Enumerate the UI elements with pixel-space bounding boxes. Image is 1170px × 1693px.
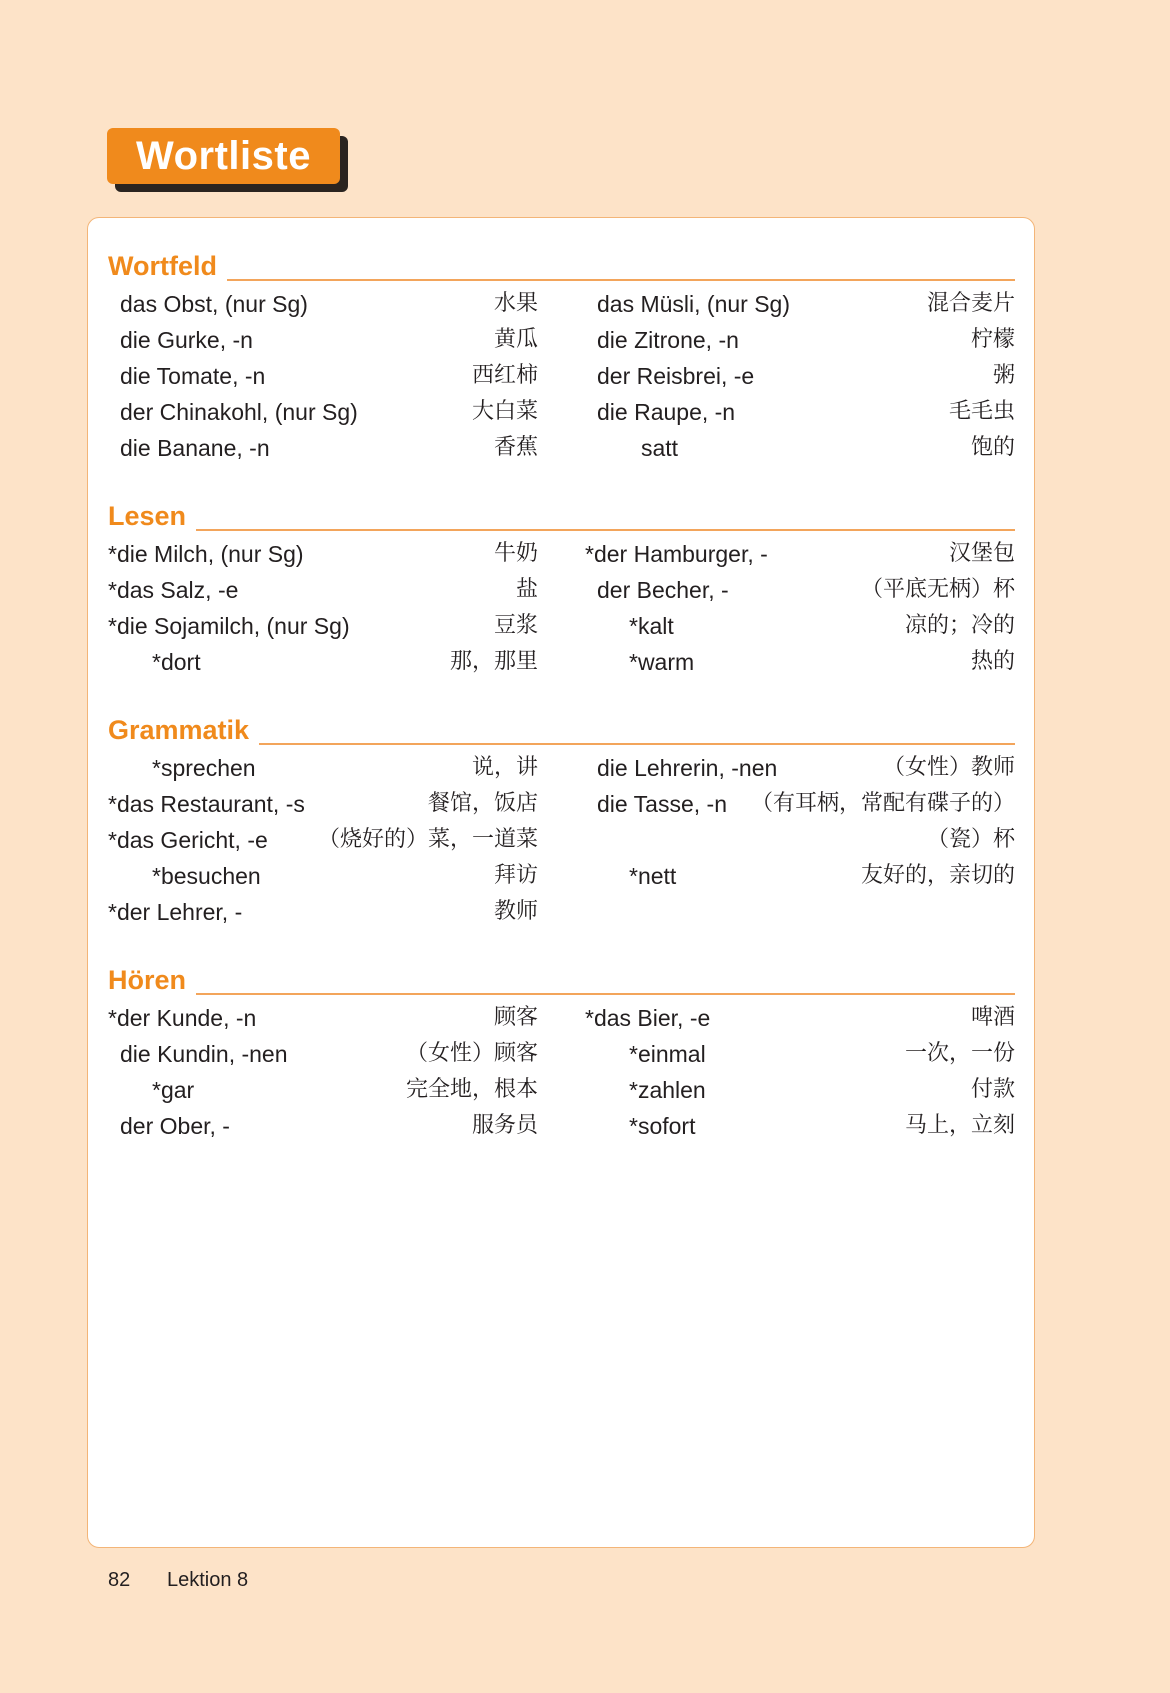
- vocab-entry: [108, 1108, 538, 1144]
- chinese-translation: 混合麦片: [926, 291, 1015, 316]
- german-term: *der Kunde, -n: [108, 1005, 257, 1031]
- german-term: der Reisbrei, -e: [597, 363, 755, 389]
- chinese-translation: 柠檬: [970, 327, 1015, 352]
- german-term: das Müsli, (nur Sg): [597, 291, 791, 317]
- vocab-entry: [585, 1108, 1015, 1144]
- german-term: der Chinakohl, (nur Sg): [120, 399, 358, 425]
- section-grammatik: [108, 714, 1015, 930]
- section-rule: [108, 279, 1015, 281]
- vocab-entry: [108, 894, 538, 930]
- chinese-translation: 付款: [970, 1077, 1015, 1102]
- section-title: Hören: [108, 964, 196, 996]
- chinese-translation: （女性）教师: [882, 755, 1015, 780]
- german-term: der Ober, -: [120, 1113, 230, 1139]
- vocab-entry: [108, 572, 538, 608]
- vocab-entry: [108, 608, 538, 644]
- title-badge: [107, 128, 340, 184]
- chinese-translation: 凉的；冷的: [904, 613, 1015, 638]
- chinese-translation: （瓷）杯: [926, 827, 1015, 852]
- german-term: *der Hamburger, -: [585, 541, 768, 567]
- german-term: *einmal: [629, 1041, 706, 1067]
- section-header: [108, 714, 1015, 750]
- word-list-panel: [87, 217, 1035, 1548]
- german-term: *das Salz, -e: [108, 577, 239, 603]
- german-term: *der Lehrer, -: [108, 899, 243, 925]
- vocab-entry: [108, 394, 538, 430]
- chinese-translation: 餐馆，饭店: [427, 791, 538, 816]
- german-term: *kalt: [629, 613, 674, 639]
- chinese-translation: （烧好的）菜，一道菜: [317, 827, 538, 852]
- vocab-entry: [108, 430, 538, 466]
- german-term: *zahlen: [629, 1077, 706, 1103]
- section-title: Wortfeld: [108, 250, 227, 282]
- chinese-translation: 香蕉: [493, 435, 538, 460]
- chinese-translation: 热的: [970, 649, 1015, 674]
- section-title: Lesen: [108, 500, 196, 532]
- column-right: [585, 536, 1015, 680]
- chinese-translation: 汉堡包: [948, 541, 1015, 566]
- chinese-translation: （平底无柄）杯: [860, 577, 1015, 602]
- german-term: *warm: [629, 649, 695, 675]
- chinese-translation: 教师: [493, 899, 538, 924]
- vocab-entry: [585, 430, 1015, 466]
- chinese-translation: 西红柿: [471, 363, 538, 388]
- vocab-entry: [108, 1072, 538, 1108]
- section-title: Grammatik: [108, 714, 259, 746]
- vocab-entry: [585, 572, 1015, 608]
- vocab-entry: [585, 1000, 1015, 1036]
- vocab-entry: [585, 858, 1015, 894]
- vocab-entry: [108, 750, 538, 786]
- german-term: die Banane, -n: [120, 435, 270, 461]
- chinese-translation: 水果: [493, 291, 538, 316]
- vocab-entry: [585, 358, 1015, 394]
- chapter-label: Lektion 8: [167, 1569, 249, 1591]
- chinese-translation: 顾客: [493, 1005, 538, 1030]
- vocab-entry: [585, 286, 1015, 322]
- vocab-entry: [585, 394, 1015, 430]
- german-term: *sprechen: [152, 755, 256, 781]
- chinese-translation: 拜访: [493, 863, 538, 888]
- german-term: satt: [641, 435, 679, 461]
- german-term: *sofort: [629, 1113, 696, 1139]
- chinese-translation: 毛毛虫: [948, 399, 1015, 424]
- chinese-translation: 友好的，亲切的: [860, 863, 1015, 888]
- chinese-translation: 完全地，根本: [405, 1077, 538, 1102]
- german-term: die Raupe, -n: [597, 399, 736, 425]
- column-left: [108, 536, 538, 680]
- german-term: *das Restaurant, -s: [108, 791, 305, 817]
- column-right: [585, 750, 1015, 930]
- german-term: *die Sojamilch, (nur Sg): [108, 613, 350, 639]
- chinese-translation: 粥: [992, 363, 1015, 388]
- vocab-entry: [108, 322, 538, 358]
- german-term: die Gurke, -n: [120, 327, 253, 353]
- vocab-entry: [108, 1036, 538, 1072]
- german-term: *dort: [152, 649, 201, 675]
- chinese-translation: 牛奶: [493, 541, 538, 566]
- chinese-translation: 说，讲: [471, 755, 538, 780]
- german-term: die Tomate, -n: [120, 363, 266, 389]
- section-rule: [108, 993, 1015, 995]
- german-term: die Lehrerin, -nen: [597, 755, 778, 781]
- german-term: das Obst, (nur Sg): [120, 291, 308, 317]
- vocab-entry: [585, 536, 1015, 572]
- vocab-entry: [585, 1036, 1015, 1072]
- chinese-translation: 盐: [515, 577, 538, 602]
- vocab-entry: [108, 358, 538, 394]
- chinese-translation: （女性）顾客: [405, 1041, 538, 1066]
- chinese-translation: 马上，立刻: [904, 1113, 1015, 1138]
- section-header: [108, 500, 1015, 536]
- chinese-translation: （有耳柄，常配有碟子的）: [750, 791, 1015, 816]
- vocab-entry: [585, 644, 1015, 680]
- vocab-entry: [585, 322, 1015, 358]
- column-right: [585, 1000, 1015, 1144]
- vocab-entry: [585, 786, 1015, 822]
- section-rule: [108, 529, 1015, 531]
- german-term: *die Milch, (nur Sg): [108, 541, 304, 567]
- german-term: *nett: [629, 863, 677, 889]
- german-term: der Becher, -: [597, 577, 729, 603]
- chinese-translation: 豆浆: [493, 613, 538, 638]
- german-term: *besuchen: [152, 863, 261, 889]
- chinese-translation: 那，那里: [449, 649, 538, 674]
- german-term: die Tasse, -n: [597, 791, 727, 817]
- vocab-entry: [108, 536, 538, 572]
- vocab-entry: [585, 750, 1015, 786]
- chinese-translation: 大白菜: [471, 399, 538, 424]
- vocab-entry: [108, 822, 538, 858]
- german-term: *das Bier, -e: [585, 1005, 711, 1031]
- vocab-entry: [108, 286, 538, 322]
- column-right: [585, 286, 1015, 466]
- page-number: 82: [108, 1569, 131, 1591]
- section-wortfeld: [108, 250, 1015, 466]
- column-left: [108, 1000, 538, 1144]
- vocab-entry: [585, 608, 1015, 644]
- page-title: Wortliste: [107, 128, 340, 184]
- german-term: *gar: [152, 1077, 195, 1103]
- vocab-entry: [108, 858, 538, 894]
- chinese-translation: 一次，一份: [904, 1041, 1015, 1066]
- vocab-entry: [108, 1000, 538, 1036]
- vocab-entry: [585, 1072, 1015, 1108]
- chinese-translation: 饱的: [970, 435, 1015, 460]
- chinese-translation: 啤酒: [970, 1005, 1015, 1030]
- column-left: [108, 286, 538, 466]
- german-term: *das Gericht, -e: [108, 827, 268, 853]
- section-header: [108, 964, 1015, 1000]
- section-lesen: [108, 500, 1015, 680]
- vocab-entry: [585, 822, 1015, 858]
- vocab-entry: [108, 786, 538, 822]
- german-term: die Zitrone, -n: [597, 327, 739, 353]
- vocab-entry: [108, 644, 538, 680]
- chinese-translation: 服务员: [471, 1113, 538, 1138]
- section-header: [108, 250, 1015, 286]
- section-hoeren: [108, 964, 1015, 1144]
- column-left: [108, 750, 538, 930]
- chinese-translation: 黄瓜: [493, 327, 538, 352]
- german-term: die Kundin, -nen: [120, 1041, 288, 1067]
